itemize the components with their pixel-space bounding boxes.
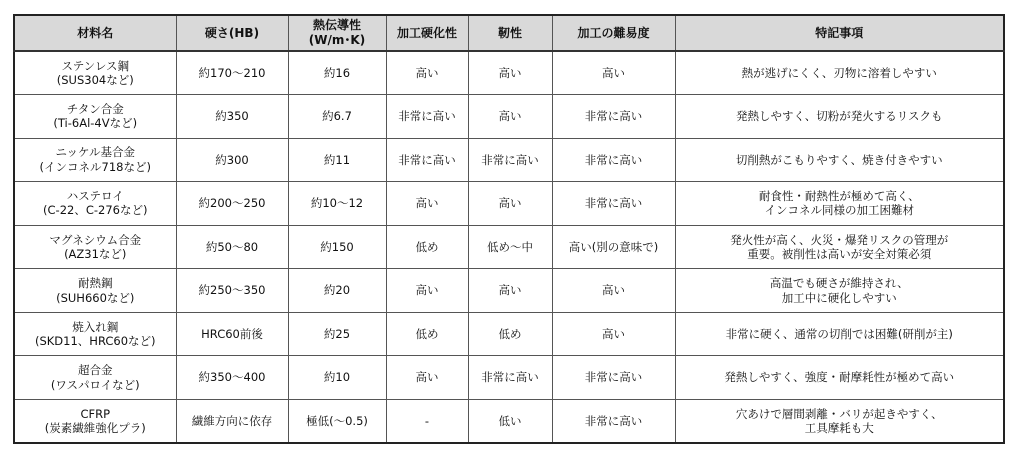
cell-toughness: 低め〜中 xyxy=(468,225,552,269)
cell-notes: 発熱しやすく、切粉が発火するリスクも xyxy=(675,95,1004,139)
cell-thermal-conductivity: 約20 xyxy=(288,269,386,313)
cell-work-hardening: 低め xyxy=(386,225,468,269)
cell-hardness: 繊維方向に依存 xyxy=(176,399,288,443)
cell-notes: 熱が逃げにくく、刃物に溶着しやすい xyxy=(675,51,1004,95)
cell-machining-difficulty: 非常に高い xyxy=(552,138,675,182)
cell-notes: 発熱しやすく、強度・耐摩耗性が極めて高い xyxy=(675,356,1004,400)
header-work-hardening: 加工硬化性 xyxy=(386,15,468,51)
table-row xyxy=(14,225,1004,269)
cell-work-hardening: - xyxy=(386,399,468,443)
cell-material-name: ステンレス鋼 (SUS304など) xyxy=(14,51,176,95)
table-row xyxy=(14,356,1004,400)
cell-toughness: 非常に高い xyxy=(468,356,552,400)
cell-toughness: 高い xyxy=(468,182,552,226)
cell-toughness: 高い xyxy=(468,95,552,139)
cell-hardness: 約350 xyxy=(176,95,288,139)
table-row xyxy=(14,182,1004,226)
cell-hardness: 約50〜80 xyxy=(176,225,288,269)
cell-material-name: CFRP (炭素繊維強化プラ) xyxy=(14,399,176,443)
cell-toughness: 低い xyxy=(468,399,552,443)
cell-toughness: 低め xyxy=(468,312,552,356)
cell-notes: 発火性が高く、火災・爆発リスクの管理が 重要。被削性は高いが安全対策必須 xyxy=(675,225,1004,269)
cell-thermal-conductivity: 約10 xyxy=(288,356,386,400)
cell-work-hardening: 高い xyxy=(386,269,468,313)
table-row xyxy=(14,399,1004,443)
table-row xyxy=(14,95,1004,139)
cell-thermal-conductivity: 約6.7 xyxy=(288,95,386,139)
materials-table xyxy=(13,14,1005,444)
cell-machining-difficulty: 非常に高い xyxy=(552,182,675,226)
cell-machining-difficulty: 高い xyxy=(552,269,675,313)
cell-work-hardening: 高い xyxy=(386,356,468,400)
cell-work-hardening: 高い xyxy=(386,51,468,95)
cell-machining-difficulty: 非常に高い xyxy=(552,356,675,400)
cell-machining-difficulty: 非常に高い xyxy=(552,399,675,443)
cell-toughness: 非常に高い xyxy=(468,138,552,182)
cell-material-name: 焼入れ鋼 (SKD11、HRC60など) xyxy=(14,312,176,356)
cell-notes: 切削熱がこもりやすく、焼き付きやすい xyxy=(675,138,1004,182)
table-row xyxy=(14,51,1004,95)
cell-thermal-conductivity: 約150 xyxy=(288,225,386,269)
cell-material-name: ニッケル基合金 (インコネル718など) xyxy=(14,138,176,182)
header-row xyxy=(14,15,1004,51)
cell-notes: 耐食性・耐熱性が極めて高く、 インコネル同様の加工困難材 xyxy=(675,182,1004,226)
cell-machining-difficulty: 非常に高い xyxy=(552,95,675,139)
cell-toughness: 高い xyxy=(468,51,552,95)
cell-material-name: チタン合金 (Ti-6Al-4Vなど) xyxy=(14,95,176,139)
cell-hardness: 約200〜250 xyxy=(176,182,288,226)
cell-thermal-conductivity: 約11 xyxy=(288,138,386,182)
header-hardness: 硬さ(HB) xyxy=(176,15,288,51)
cell-hardness: 約170〜210 xyxy=(176,51,288,95)
cell-notes: 非常に硬く、通常の切削では困難(研削が主) xyxy=(675,312,1004,356)
header-thermal-conductivity: 熱伝導性 (W/m･K) xyxy=(288,15,386,51)
cell-work-hardening: 非常に高い xyxy=(386,138,468,182)
cell-machining-difficulty: 高い xyxy=(552,51,675,95)
cell-notes: 高温でも硬さが維持され、 加工中に硬化しやすい xyxy=(675,269,1004,313)
cell-thermal-conductivity: 約16 xyxy=(288,51,386,95)
header-machining-difficulty: 加工の難易度 xyxy=(552,15,675,51)
cell-hardness: HRC60前後 xyxy=(176,312,288,356)
cell-thermal-conductivity: 極低(〜0.5) xyxy=(288,399,386,443)
cell-machining-difficulty: 高い(別の意味で) xyxy=(552,225,675,269)
cell-hardness: 約300 xyxy=(176,138,288,182)
cell-thermal-conductivity: 約10〜12 xyxy=(288,182,386,226)
table-row xyxy=(14,138,1004,182)
cell-machining-difficulty: 高い xyxy=(552,312,675,356)
header-notes: 特記事項 xyxy=(675,15,1004,51)
cell-work-hardening: 高い xyxy=(386,182,468,226)
cell-work-hardening: 低め xyxy=(386,312,468,356)
cell-hardness: 約350〜400 xyxy=(176,356,288,400)
cell-material-name: マグネシウム合金 (AZ31など) xyxy=(14,225,176,269)
header-toughness: 靭性 xyxy=(468,15,552,51)
cell-work-hardening: 非常に高い xyxy=(386,95,468,139)
table-body xyxy=(14,51,1004,443)
cell-material-name: ハステロイ (C-22、C-276など) xyxy=(14,182,176,226)
cell-notes: 穴あけで層間剥離・バリが起きやすく、 工具摩耗も大 xyxy=(675,399,1004,443)
header-material-name: 材料名 xyxy=(14,15,176,51)
table-header xyxy=(14,15,1004,51)
cell-hardness: 約250〜350 xyxy=(176,269,288,313)
table-row xyxy=(14,312,1004,356)
cell-material-name: 超合金 (ワスパロイなど) xyxy=(14,356,176,400)
table-row xyxy=(14,269,1004,313)
cell-material-name: 耐熱鋼 (SUH660など) xyxy=(14,269,176,313)
cell-thermal-conductivity: 約25 xyxy=(288,312,386,356)
cell-toughness: 高い xyxy=(468,269,552,313)
